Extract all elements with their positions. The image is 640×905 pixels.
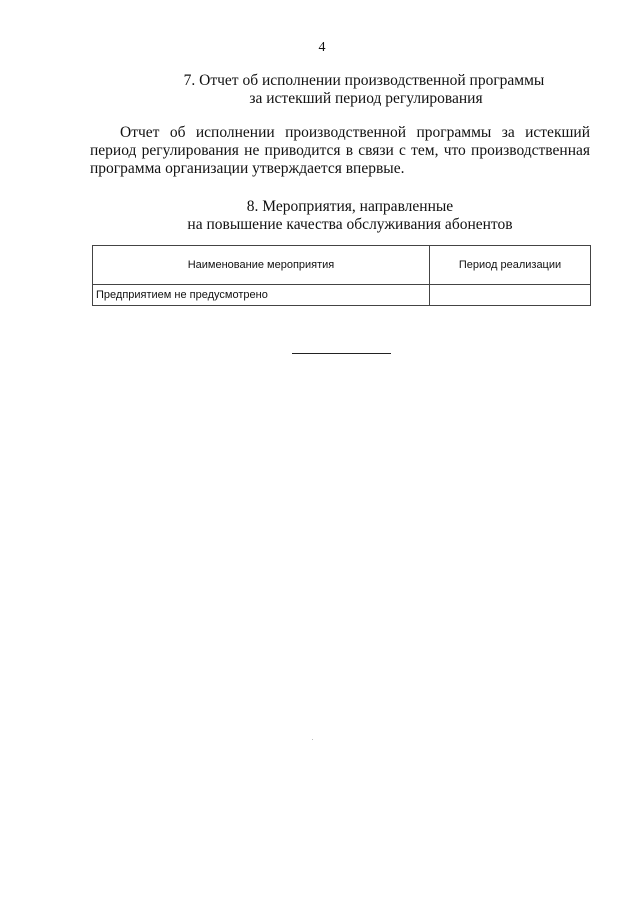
page-number: 4 <box>318 40 326 55</box>
column-header-implementation-period: Период реализации <box>430 246 591 285</box>
section-7-heading <box>0 72 640 108</box>
column-header-measure-name: Наименование мероприятия <box>93 246 430 285</box>
section-7-paragraph-line-1: Отчет об исполнении производственной программы за истекший период <box>90 124 590 159</box>
section-7-paragraph <box>90 124 590 178</box>
table-row <box>93 285 591 306</box>
scan-speck <box>312 739 313 740</box>
section-7-paragraph-line-2: регулирования не приводится в связи с тем, что производственная программа <box>90 142 590 177</box>
section-8-heading-line-1: 8. Мероприятия, направленные <box>246 198 454 215</box>
section-7-heading-line-2: за истекший период регулирования <box>249 90 483 107</box>
table-header-row <box>93 246 591 285</box>
section-7-heading-line-1: 7. Отчет об исполнении производственной программы <box>183 72 545 89</box>
table-cell-implementation-period <box>430 285 591 306</box>
closing-divider <box>292 353 391 354</box>
measures-table <box>92 245 591 306</box>
section-7-paragraph-line-3: организации утверждается впервые. <box>165 160 405 177</box>
section-8-heading-line-2: на повышение качества обслуживания абонентов <box>187 216 513 233</box>
section-8-heading <box>0 198 640 234</box>
table-cell-measure-name: Предприятием не предусмотрено <box>93 285 430 306</box>
